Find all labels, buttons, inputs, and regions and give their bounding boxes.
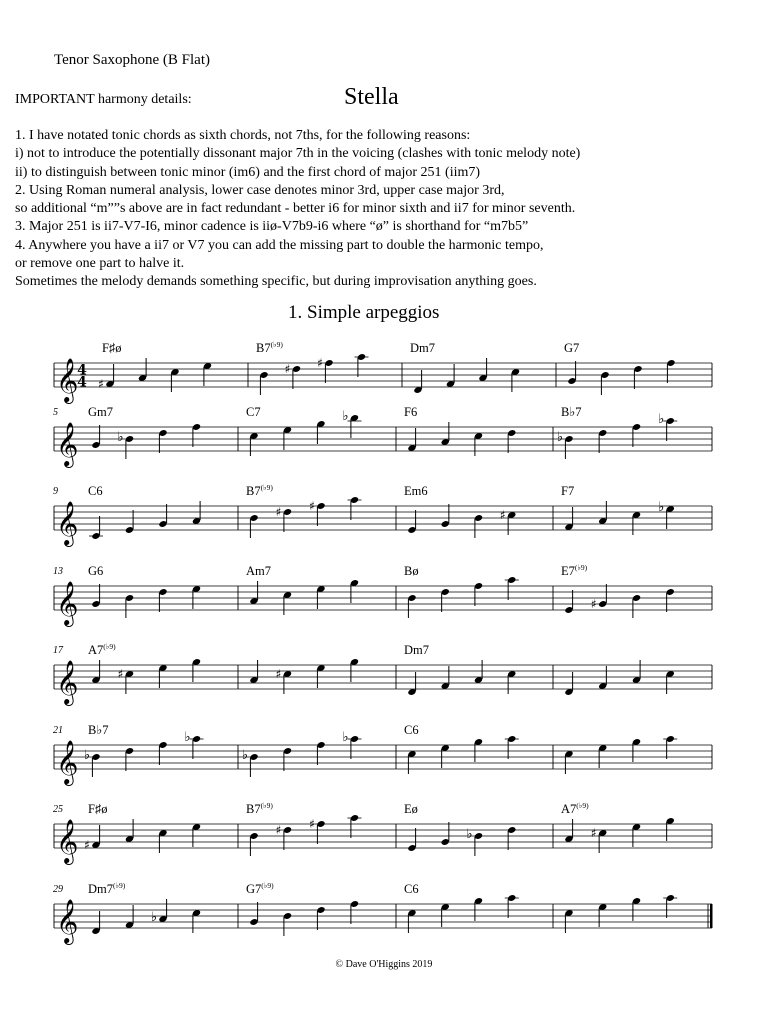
flat-icon: ♭ xyxy=(83,748,91,763)
chord-symbol: Bø xyxy=(404,564,419,578)
chord-symbol: $A7^{(♭9)}$ xyxy=(88,642,116,657)
sharp-icon: ♯ xyxy=(309,817,315,831)
chord-symbol: F♯ø xyxy=(88,802,108,816)
sharp-icon: ♯ xyxy=(275,667,282,681)
sharp-icon: ♯ xyxy=(117,667,124,681)
flat-icon: ♭ xyxy=(117,430,124,445)
chord-extension: (♭9) xyxy=(260,483,273,492)
chord-symbol: B♭7 xyxy=(88,723,109,737)
staff-system xyxy=(54,340,712,404)
note-line: Sometimes the melody demands something specific, but during improvisation anything goes. xyxy=(15,274,537,290)
note-line: i) not to introduce the potentially dissonant major 7th in the voicing (clashes with tonic melody note) xyxy=(15,146,581,162)
bar-number: 17 xyxy=(53,645,63,656)
treble-clef-icon: 𝄞 xyxy=(56,358,79,402)
chord-symbol: F6 xyxy=(404,405,418,419)
sharp-icon: ♯ xyxy=(275,823,282,837)
staff-system xyxy=(53,483,712,547)
flat-icon: ♭ xyxy=(184,730,191,745)
chord-symbol: Am7 xyxy=(246,564,271,578)
flat-icon: ♭ xyxy=(658,500,665,515)
chord-symbol: G6 xyxy=(88,564,104,578)
note-line: 1. I have notated tonic chords as sixth chords, not 7ths, for the following reasons: xyxy=(15,128,471,143)
chord-symbol: $B7^{(♭9)}$ xyxy=(246,801,273,816)
sharp-icon: ♯ xyxy=(317,356,323,370)
sharp-icon: ♯ xyxy=(309,499,315,513)
chord-symbol: $A7^{(♭9)}$ xyxy=(561,801,589,816)
staff-system xyxy=(53,881,713,945)
flat-icon: ♭ xyxy=(658,412,665,427)
bar-number: 13 xyxy=(53,566,63,577)
treble-clef-icon: 𝄞 xyxy=(56,819,79,863)
time-signature-numerator: 4 xyxy=(77,362,87,379)
chord-extension: (♭9) xyxy=(260,801,273,810)
chord-symbol: $E7^{(♭9)}$ xyxy=(561,563,588,578)
time-signature-denominator: 4 xyxy=(77,374,87,391)
note-line: 2. Using Roman numeral analysis, lower case denotes minor 3rd, upper case major 3rd, xyxy=(15,182,505,198)
bar-number: 9 xyxy=(53,486,58,497)
flat-icon: ♭ xyxy=(342,730,349,745)
chord-symbol: $G7^{(♭9)}$ xyxy=(246,881,274,896)
chord-symbol: F7 xyxy=(561,484,575,498)
staff-system xyxy=(53,723,712,786)
chord-symbol: C6 xyxy=(404,882,419,896)
sharp-icon: ♯ xyxy=(275,505,282,519)
staff-system xyxy=(53,405,712,468)
chord-symbol: $B7^{(♭9)}$ xyxy=(246,483,273,498)
chord-symbol: Dm7 xyxy=(410,341,435,355)
chord-symbol: G7 xyxy=(564,341,580,355)
sharp-icon: ♯ xyxy=(590,826,597,840)
chord-symbol: C6 xyxy=(88,484,103,498)
chord-symbol: Gm7 xyxy=(88,405,113,419)
chord-symbol: $Dm7^{(♭9)}$ xyxy=(88,881,126,896)
chord-symbol: C6 xyxy=(404,723,419,737)
staff-system xyxy=(53,563,712,627)
bar-number: 21 xyxy=(53,725,63,736)
chord-extension: (♭9) xyxy=(574,563,588,572)
treble-clef-icon: 𝄞 xyxy=(56,899,79,943)
staff-system xyxy=(53,801,712,865)
chord-symbol: Eø xyxy=(404,802,418,816)
treble-clef-icon: 𝄞 xyxy=(56,740,79,784)
final-barline xyxy=(710,904,713,928)
treble-clef-icon: 𝄞 xyxy=(56,501,79,545)
chord-extension: (♭9) xyxy=(261,881,274,890)
treble-clef-icon: 𝄞 xyxy=(56,581,79,625)
page-title: Stella xyxy=(344,84,399,110)
treble-clef-icon: 𝄞 xyxy=(56,660,79,704)
staff-system xyxy=(53,642,712,706)
copyright-notice: © Dave O'Higgins 2019 xyxy=(335,959,433,970)
sharp-icon: ♯ xyxy=(84,838,90,852)
instrument-label: Tenor Saxophone (B Flat) xyxy=(54,52,211,68)
flat-icon: ♭ xyxy=(241,748,249,763)
sharp-icon: ♯ xyxy=(590,597,597,611)
note-line: so additional “m””s above are in fact redundant - better i6 for minor sixth and ii7 for minor seventh. xyxy=(15,201,576,217)
chord-extension: (♭9) xyxy=(103,642,116,651)
flat-icon: ♭ xyxy=(556,430,564,445)
flat-icon: ♭ xyxy=(342,409,349,424)
sharp-icon: ♯ xyxy=(98,377,104,391)
chord-symbol: C7 xyxy=(246,405,261,419)
bar-number: 5 xyxy=(53,407,58,418)
bar-number: 25 xyxy=(53,804,63,815)
chord-extension: (♭9) xyxy=(576,801,589,810)
sharp-icon: ♯ xyxy=(284,362,291,376)
chord-symbol: F♯ø xyxy=(102,341,122,355)
treble-clef-icon: 𝄞 xyxy=(56,422,79,466)
chord-extension: (♭9) xyxy=(270,340,283,349)
flat-icon: ♭ xyxy=(150,910,158,925)
section-title: 1. Simple arpeggios xyxy=(288,302,440,323)
chord-symbol: Dm7 xyxy=(404,643,429,657)
note-line: 4. Anywhere you have a ii7 or V7 you can add the missing part to double the harmonic tempo, xyxy=(15,237,544,253)
note-line: or remove one part to halve it. xyxy=(15,256,185,272)
chord-extension: (♭9) xyxy=(113,881,126,890)
flat-icon: ♭ xyxy=(466,827,473,842)
chord-symbol: $B7^{(♭9)}$ xyxy=(256,340,283,355)
sharp-icon: ♯ xyxy=(499,508,506,522)
note-line: ii) to distinguish between tonic minor (im6) and the first chord of major 251 (iim7) xyxy=(15,164,481,180)
harmony-heading: IMPORTANT harmony details: xyxy=(15,92,192,107)
chord-symbol: B♭7 xyxy=(561,405,582,419)
chord-symbol: Em6 xyxy=(404,484,428,498)
note-line: 3. Major 251 is ii7-V7-I6, minor cadence is iiø-V7b9-i6 where “ø” is shorthand for “m7b5” xyxy=(15,219,529,235)
bar-number: 29 xyxy=(53,884,63,895)
